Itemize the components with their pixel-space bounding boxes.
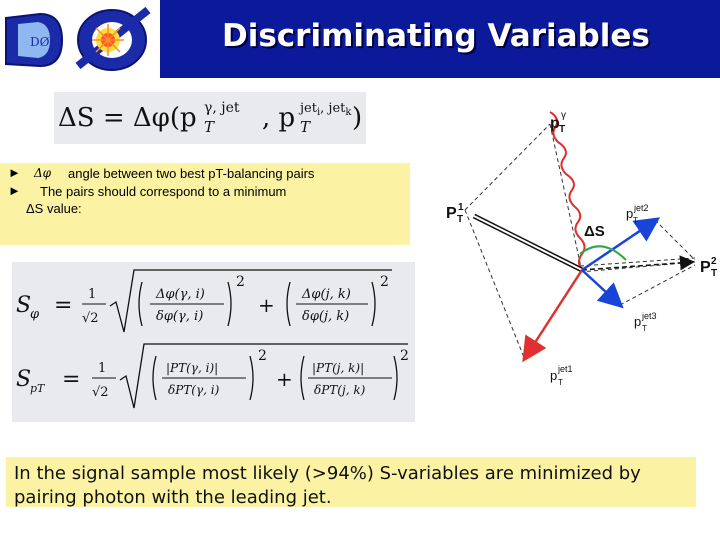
s-phi-sq-2: 2	[380, 274, 389, 290]
s-pt-plus: +	[276, 367, 293, 391]
s-pt-sub: pT	[30, 382, 45, 395]
eq-lhs: ΔS = Δφ(p	[58, 103, 197, 133]
s-phi-equals: =	[54, 293, 73, 318]
label-pt2-T: T	[711, 268, 718, 279]
label-pt-gamma: p	[550, 115, 560, 132]
bullet-3-text: ΔS value:	[26, 201, 82, 216]
header	[0, 0, 720, 78]
label-pt1-sup: 1	[458, 202, 464, 213]
label-pt1: P	[446, 205, 457, 222]
bullet-box	[0, 163, 410, 245]
label-jet2-sup: jet2	[634, 203, 649, 213]
bullet-marker-1: ►	[8, 165, 21, 180]
label-pt-gamma-sup: γ	[561, 110, 566, 121]
label-jet3-sup: jet3	[642, 311, 657, 321]
bullet-1-symbol: Δφ	[34, 166, 52, 180]
page-title: Discriminating Variables	[222, 18, 650, 54]
label-jet2-T: T	[633, 216, 638, 225]
s-phi-label: S	[16, 293, 32, 318]
s-phi-sub: φ	[30, 307, 40, 322]
s-pt-num-1: |PT(γ, i)|	[166, 361, 219, 375]
s-phi-num-2: Δφ(j, k)	[302, 287, 351, 302]
conclusion-line-2: pairing photon with the leading jet.	[14, 487, 332, 508]
eq-mid: , p	[262, 103, 296, 133]
s-phi-num-1: Δφ(γ, i)	[156, 287, 205, 302]
svg-text:jeti, jetk	[298, 101, 352, 118]
jet1-vector	[525, 270, 582, 358]
delta-s-arc	[580, 246, 626, 260]
s-phi-sq-1: 2	[236, 274, 245, 290]
s-phi-plus: +	[258, 293, 275, 317]
label-jet1: p	[550, 368, 558, 383]
pt2-vector	[582, 262, 692, 270]
label-jet3: p	[634, 314, 642, 329]
s-pt-sq-1: 2	[258, 348, 267, 364]
d0-logo	[0, 0, 160, 78]
eq-sub-2: T	[300, 118, 311, 136]
delta-s-formula	[54, 92, 366, 144]
s-pt-den-2: δPT(j, k)	[314, 383, 366, 397]
s-pt-den-1: δPT(γ, i)	[168, 383, 220, 397]
label-pt2-sup: 2	[711, 256, 717, 267]
logo-text: DØ	[30, 35, 50, 49]
s-phi-den-1: δφ(γ, i)	[156, 309, 204, 324]
delta-s-equation	[54, 92, 366, 144]
d0-logo-graphic	[0, 0, 160, 78]
s-phi-half-num: 1	[88, 287, 97, 302]
bullet-2-text: The pairs should correspond to a minimum	[40, 184, 287, 199]
eq-sup-1: γ, jet	[204, 100, 240, 116]
label-jet1-sup: jet1	[558, 364, 573, 374]
label-pt-gamma-T: T	[559, 124, 566, 135]
s-pt-half-num: 1	[98, 361, 107, 376]
eq-sup-2: jet	[300, 101, 317, 116]
jet3-vector	[582, 270, 620, 305]
conclusion-line-1: In the signal sample most likely (>94%) S-variables are minimized by	[14, 463, 641, 484]
s-pt-half-den: √2	[92, 385, 109, 400]
eq-sub-1: T	[204, 118, 215, 136]
eq-rhs: )	[352, 103, 363, 133]
bullet-1-text: angle between two best pT-balancing pairs	[68, 166, 315, 181]
s-phi-den-2: δφ(j, k)	[302, 309, 350, 324]
s-variable-formulas	[12, 262, 415, 422]
label-jet2: p	[626, 206, 634, 221]
eq-sup-3b: k	[345, 107, 352, 118]
conclusion-text	[14, 462, 694, 510]
s-pt-sq-2: 2	[400, 348, 409, 364]
vector-diagram	[430, 90, 720, 390]
photon-vector	[550, 112, 585, 270]
eq-sup-2b: i	[316, 107, 321, 118]
eq-sup-3: , jet	[320, 101, 346, 116]
dashed-line-1	[465, 210, 525, 360]
bullet-marker-2: ►	[8, 183, 21, 198]
kinematics-diagram	[430, 90, 720, 390]
label-jet3-T: T	[642, 324, 647, 333]
s-pt-num-2: |PT(j, k)|	[312, 361, 365, 375]
label-jet1-T: T	[558, 378, 563, 387]
label-delta-s: ΔS	[584, 223, 605, 240]
label-pt2: P	[700, 259, 711, 276]
s-pt-equals: =	[62, 367, 81, 392]
label-pt1-T: T	[457, 214, 464, 225]
s-phi-half-den: √2	[82, 311, 99, 326]
s-pt-label: S	[16, 367, 32, 392]
formula-graphic	[12, 262, 415, 422]
svg-text:ΔS = Δφ(p	[58, 103, 197, 133]
